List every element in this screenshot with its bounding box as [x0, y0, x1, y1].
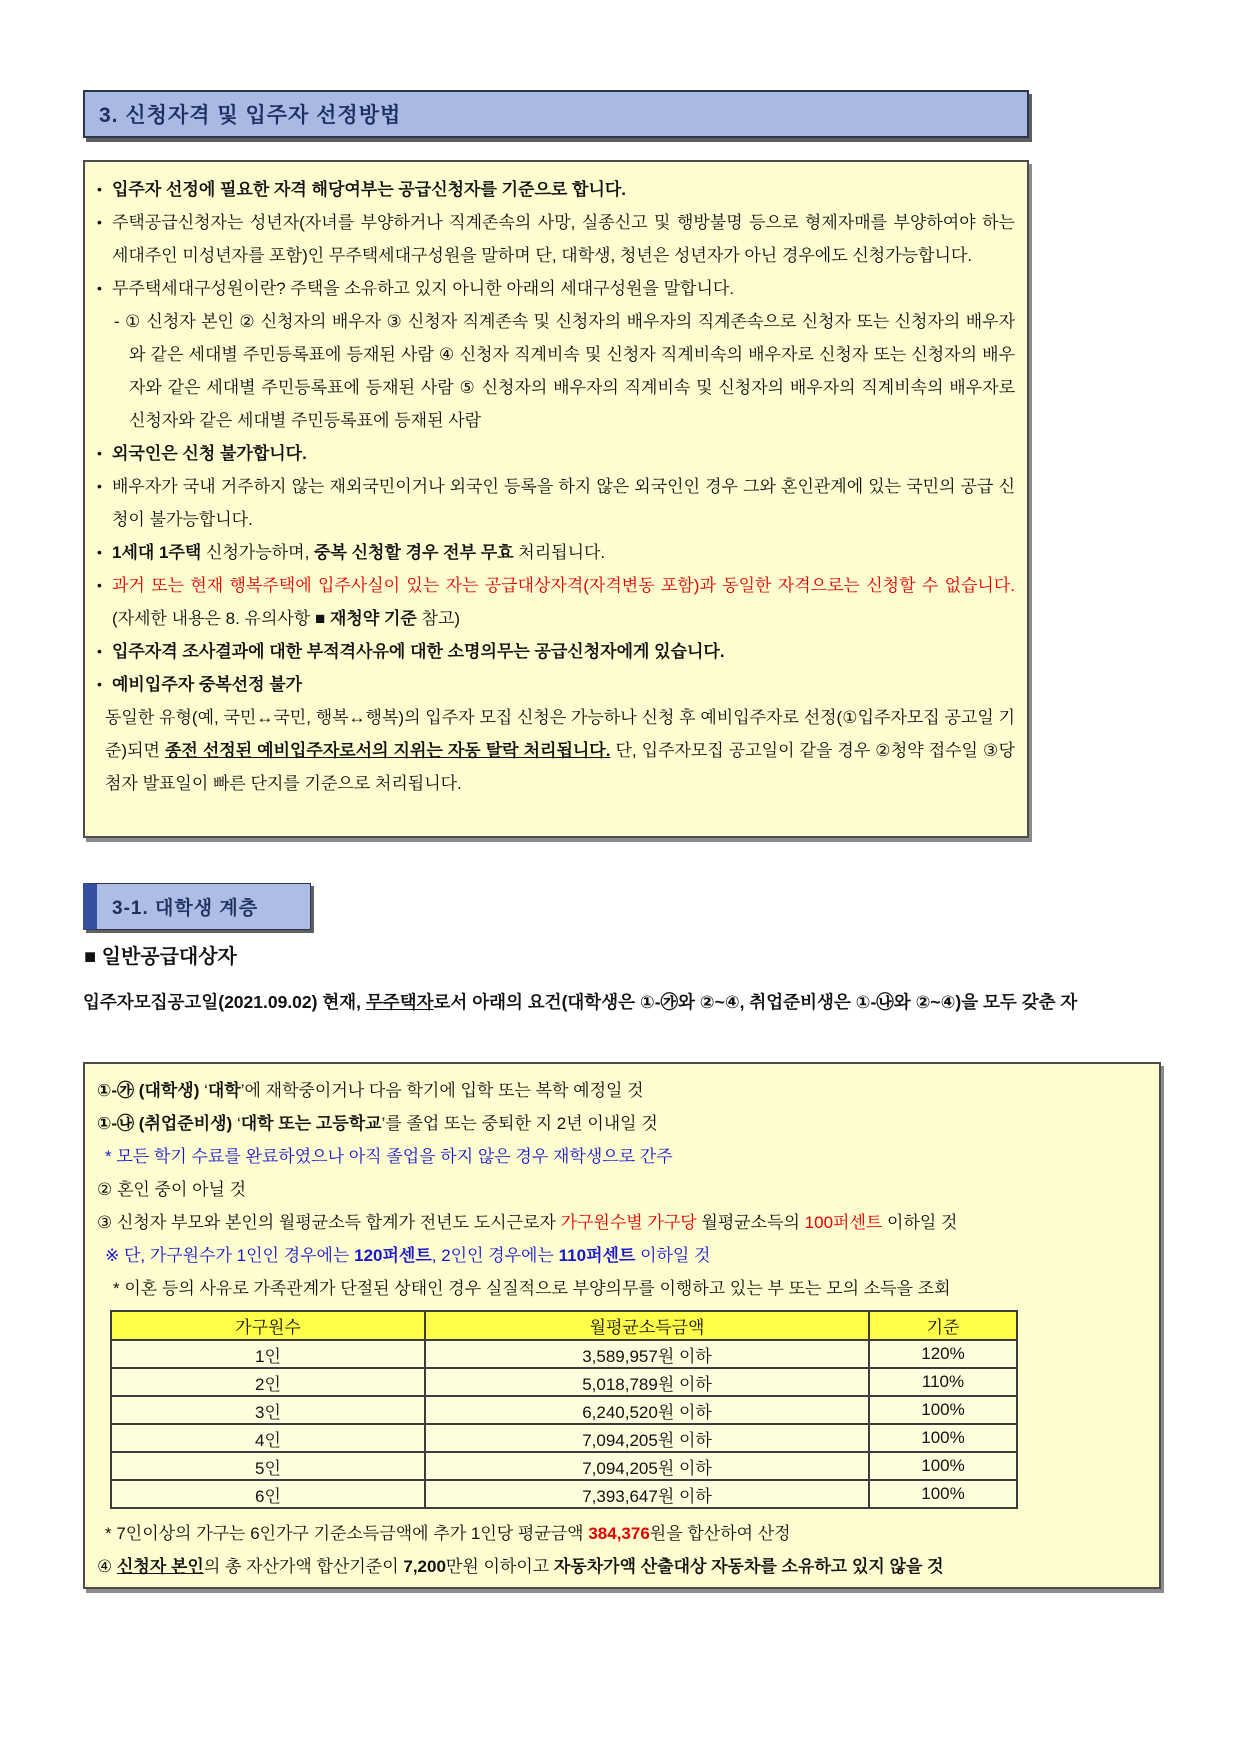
table-header-row [111, 1311, 1017, 1340]
general-supply-heading: ■ 일반공급대상자 [84, 946, 237, 968]
table-header-cell: 월평균소득금액 [425, 1311, 869, 1340]
table-cell: 7,094,205원 이하 [425, 1452, 869, 1480]
text-segment: 입주자격 조사결과에 대한 부적격사유에 대한 소명의무는 공급신청자에게 있습니다. [112, 642, 725, 661]
text-segment: 120퍼센트 [354, 1246, 432, 1265]
table-cell: 3인 [111, 1396, 425, 1424]
text-segment: 가구원수별 가구당 [560, 1213, 697, 1232]
text-segment: 대학 [207, 1081, 241, 1100]
text-segment: ※ 단, 가구원수가 1인인 경우에는 [105, 1246, 355, 1265]
table-cell: 110% [869, 1368, 1017, 1396]
requirement-4 [85, 1550, 1145, 1583]
text-segment: 무주택자 [365, 992, 434, 1012]
table-cell: 2인 [111, 1368, 425, 1396]
notice-list [85, 173, 1015, 800]
text-segment: 만원 이하이고 [445, 1557, 554, 1576]
text-segment: 주택공급신청자는 성년자(자녀를 부양하거나 직계존속의 사망, 실종신고 및 행방불명 등으로 형제자매를 부양하여야 하는 세대주인 미성년자를 포함)인 무주택세대구성원을 말하며 단, 대학생, 청년은 성년자가 아닌 경우에도 신청가능합니다. [112, 213, 1015, 265]
text-line [85, 1140, 1145, 1173]
text-line [85, 437, 1015, 470]
table-cell: 5,018,789원 이하 [425, 1368, 869, 1396]
table-row [111, 1424, 1017, 1452]
text-segment: ‘ [232, 1114, 241, 1133]
text-segment: 로서 아래의 요건(대학생은 ①-㉮와 ②~④, 취업준비생은 ①-㉯와 ②~④)을 모두 갖춘 자 [433, 992, 1078, 1012]
section-3-1-title: 3-1. 대학생 계층 [112, 898, 259, 919]
table-row [111, 1452, 1017, 1480]
table-cell: 5인 [111, 1452, 425, 1480]
table-row [111, 1396, 1017, 1424]
text-segment: 참고) [416, 609, 461, 628]
text-segment: ③ 신청자 부모와 본인의 월평균소득 합계가 전년도 도시근로자 [97, 1213, 561, 1232]
text-line [85, 305, 1015, 437]
text-segment: 처리됩니다. [513, 543, 606, 562]
text-segment: 원을 합산하여 산정 [649, 1524, 791, 1543]
text-segment: * 모든 학기 수료를 완료하였으나 아직 졸업을 하지 않은 경우 재학생으로 간주 [105, 1147, 673, 1166]
table-cell: 100% [869, 1424, 1017, 1452]
text-line [85, 701, 1015, 800]
table-cell: 120% [869, 1340, 1017, 1368]
table-cell: 100% [869, 1396, 1017, 1424]
text-segment: ’에 재학중이거나 다음 학기에 입학 또는 복학 예정일 것 [240, 1081, 644, 1100]
eligibility-intro [83, 984, 1161, 1021]
text-segment: ①-㉯ (취업준비생) [97, 1114, 233, 1133]
text-segment: 384,376 [588, 1524, 650, 1543]
text-segment: 종전 선정된 예비입주자로서의 지위는 자동 탈락 처리됩니다. [164, 741, 611, 760]
text-segment: 신청가능하며, [201, 543, 315, 562]
table-row [111, 1368, 1017, 1396]
table-row [111, 1340, 1017, 1368]
requirements-list [85, 1074, 1145, 1305]
text-line [85, 272, 1015, 305]
income-table [110, 1310, 1018, 1509]
table-cell: 7,094,205원 이하 [425, 1424, 869, 1452]
text-segment: 1세대 1주택 [112, 543, 202, 562]
text-segment: ’를 졸업 또는 중퇴한 지 2년 이내일 것 [381, 1114, 658, 1133]
text-segment: 외국인은 신청 불가합니다. [112, 444, 307, 463]
text-line [85, 173, 1015, 206]
section-3-1-header [83, 883, 311, 930]
text-segment: 이하일 것 [635, 1246, 711, 1265]
text-line [85, 1206, 1145, 1239]
text-line [85, 536, 1015, 569]
section-3-header [83, 90, 1029, 138]
table-cell: 1인 [111, 1340, 425, 1368]
text-segment: 월평균소득의 [696, 1213, 805, 1232]
text-segment: , 2인인 경우에는 [431, 1246, 559, 1265]
text-segment: 입주자모집공고일(2021.09.02) 현재, [83, 992, 366, 1012]
text-segment: ‘ [199, 1081, 208, 1100]
text-line [85, 470, 1015, 536]
text-segment: 110퍼센트 [558, 1246, 636, 1265]
text-segment: * 7인이상의 가구는 6인가구 기준소득금액에 추가 1인당 평균금액 [105, 1524, 589, 1543]
table-cell: 3,589,957원 이하 [425, 1340, 869, 1368]
text-segment: * 이혼 등의 사유로 가족관계가 단절된 상태인 경우 실질적으로 부양의무를 이행하고 있는 부 또는 모의 소득을 조회 [113, 1279, 951, 1298]
requirements-box [83, 1062, 1161, 1589]
text-segment: 의 총 자산가액 합산기준이 [203, 1557, 404, 1576]
text-line [85, 1173, 1145, 1206]
table-header-cell: 가구원수 [111, 1311, 425, 1340]
text-segment: 무주택세대구성원이란? 주택을 소유하고 있지 아니한 아래의 세대구성원을 말합니다. [112, 279, 735, 298]
text-segment: 재청약 기준 [329, 609, 417, 628]
text-line [85, 635, 1015, 668]
text-segment: 대학 또는 고등학교 [240, 1114, 382, 1133]
income-table-note [85, 1517, 1145, 1550]
text-segment: 단, 입주자모집 공고일이 같을 경우 ②청약 접수일 ③당첨자 발표일이 빠른 단지를 기준으로 처리됩니다. [105, 741, 1015, 793]
text-segment: 100퍼센트 [804, 1213, 883, 1232]
text-line [85, 668, 1015, 701]
text-segment: 이하일 것 [882, 1213, 958, 1232]
text-segment: 7,200 [403, 1557, 446, 1576]
table-cell: 7,393,647원 이하 [425, 1480, 869, 1508]
text-line [85, 1074, 1145, 1107]
text-segment: ④ [97, 1557, 117, 1576]
text-segment: 입주자 선정에 필요한 자격 해당여부는 공급신청자를 기준으로 합니다. [112, 180, 627, 199]
text-line [85, 1107, 1145, 1140]
text-segment: 예비입주자 중복선정 불가 [112, 675, 303, 694]
text-line [85, 1272, 1145, 1305]
text-line [85, 206, 1015, 272]
table-cell: 6인 [111, 1480, 425, 1508]
text-segment: (자세한 내용은 8. 유의사항 ■ [112, 609, 330, 628]
table-cell: 6,240,520원 이하 [425, 1396, 869, 1424]
table-cell: 100% [869, 1452, 1017, 1480]
text-segment: ①-㉮ (대학생) [97, 1081, 200, 1100]
text-segment: 동일한 유형(예, 국민↔국민, 행복↔행복)의 입주자 모집 신청은 가능하나 신청 후 예비입주자로 선정(①입주자모집 공고일 기준)되면 [105, 708, 1015, 760]
table-header-cell: 기준 [869, 1311, 1017, 1340]
section-3-title: 3. 신청자격 및 입주자 선정방법 [99, 104, 402, 127]
table-cell: 4인 [111, 1424, 425, 1452]
text-segment: - ① 신청자 본인 ② 신청자의 배우자 ③ 신청자 직계존속 및 신청자의 배우자의 직계존속으로 신청자 또는 신청자의 배우자와 같은 세대별 주민등록표에 등재된 사람 ④ 신청자 직계비속 및 신청자 직계비속의 배우자로 신청자 또는 신청자의 배우자와 같은 세대별 주민등록표에 등재된 사람 ⑤ 신청자의 배우자의 직계비속 및 신청자의 배우자의 직계비속의 배우자로 신청자와 같은 세대별 주민등록표에 등재된 사람 [114, 312, 1015, 430]
text-segment: 중복 신청할 경우 전부 무효 [314, 543, 514, 562]
text-segment: 자동차가액 산출대상 자동차를 소유하고 있지 않을 것 [553, 1557, 944, 1576]
table-row [111, 1480, 1017, 1508]
text-line [85, 1239, 1145, 1272]
text-segment: ② 혼인 중이 아닐 것 [97, 1180, 247, 1199]
text-segment: 과거 또는 현재 행복주택에 입주사실이 있는 자는 공급대상자격(자격변동 포함)과 동일한 자격으로는 신청할 수 없습니다. [112, 576, 1015, 595]
text-segment: 배우자가 국내 거주하지 않는 재외국민이거나 외국인 등록을 하지 않은 외국인인 경우 그와 혼인관계에 있는 국민의 공급 신청이 불가능합니다. [112, 477, 1015, 529]
section-3-notice-box [83, 160, 1029, 838]
table-cell: 100% [869, 1480, 1017, 1508]
text-segment: 신청자 본인 [116, 1557, 204, 1576]
text-line [85, 569, 1015, 635]
